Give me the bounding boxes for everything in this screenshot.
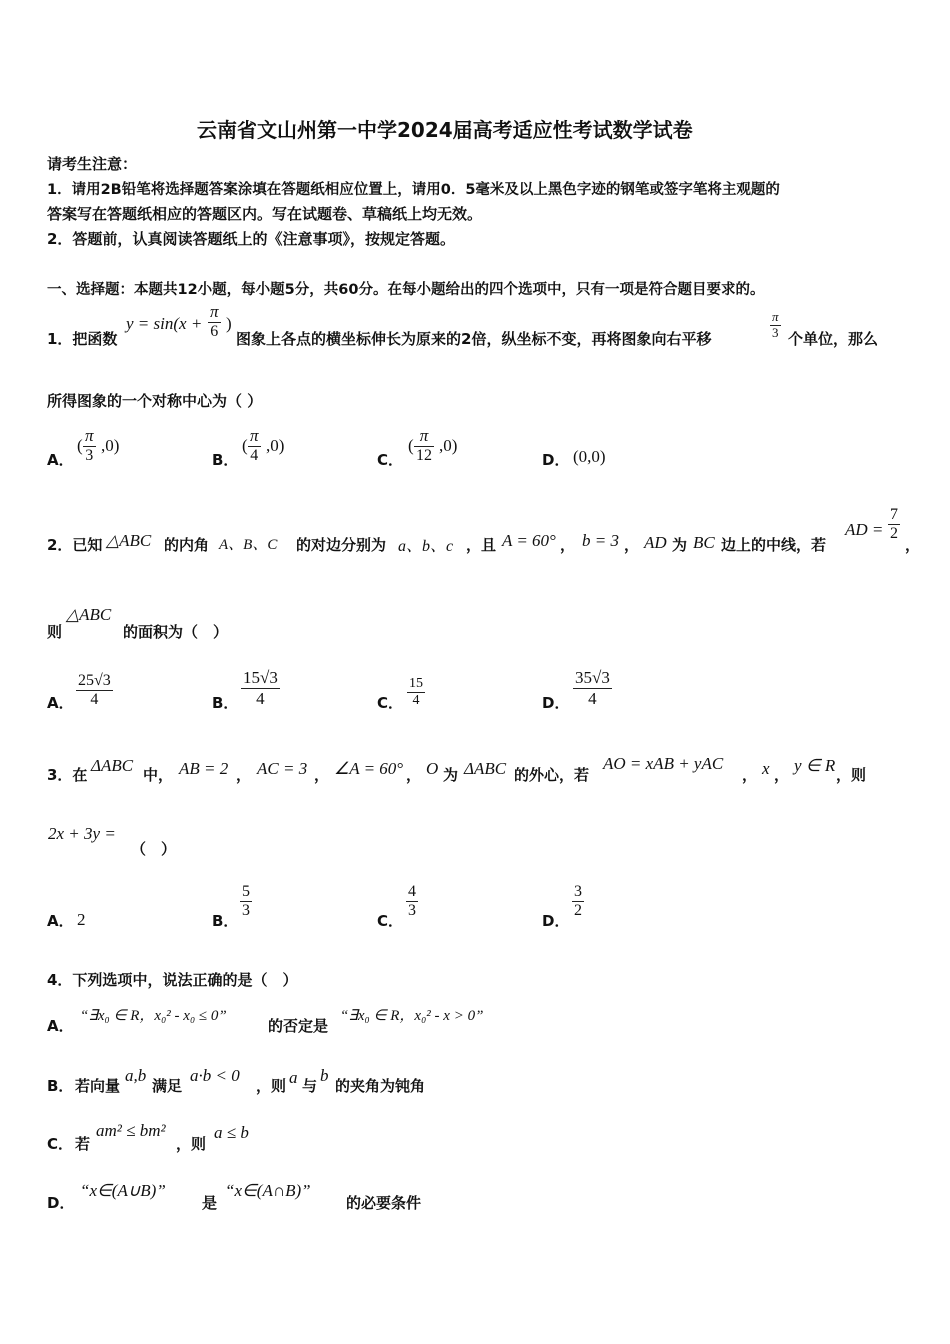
q2-triangle: △ABC bbox=[106, 531, 152, 550]
q3-option-a-value: 2 bbox=[77, 910, 86, 929]
q3-option-d-value: $\frac{3}{2}$ bbox=[574, 883, 582, 920]
q4-option-b-text-4: 与 bbox=[302, 1077, 318, 1095]
q1-option-d-label: D． bbox=[542, 451, 570, 469]
q3-option-a-label: A． bbox=[47, 912, 74, 930]
q4-option-b-vectors: a,b bbox=[125, 1066, 147, 1085]
q4-option-b-text-5: 的夹角为钝角 bbox=[335, 1077, 426, 1095]
q2-line2-a: 则 bbox=[47, 623, 63, 641]
q2-angles: A、B、C bbox=[219, 537, 278, 553]
q2-sides: a、b、c bbox=[398, 538, 454, 555]
q2-text-3: ，且 bbox=[466, 536, 497, 554]
q4-option-c-text-1: 若 bbox=[75, 1135, 91, 1153]
q3-ac: AC = 3 bbox=[257, 759, 308, 778]
q4-option-d-label: D． bbox=[47, 1194, 75, 1212]
q1-option-b: ( bbox=[242, 436, 248, 455]
q1-option-c-fraction: $\frac{\pi}{12}$ bbox=[416, 426, 432, 464]
q1-option-d: (0,0) bbox=[573, 447, 606, 466]
page-title: 云南省文山州第一中学2024届高考适应性考试数学试卷 bbox=[197, 118, 693, 142]
q3-vector-equation: AO = xAB + yAC bbox=[603, 754, 724, 773]
q4-option-b-text-3: ，则 bbox=[256, 1077, 287, 1095]
q4-option-c-conclusion: a ≤ b bbox=[214, 1123, 249, 1142]
q2-option-b-label: B． bbox=[212, 694, 239, 712]
q3-comma-1: ， bbox=[236, 766, 252, 784]
q2-ad: AD bbox=[644, 533, 667, 552]
q2-comma-3: ， bbox=[905, 536, 921, 554]
q3-text-3: 的外心，若 bbox=[514, 766, 590, 784]
q2-angle-a: A = 60° bbox=[502, 531, 556, 550]
q2-option-a-value: $\frac{25√3}{4}$ bbox=[78, 672, 111, 709]
q3-comma-3: ， bbox=[406, 766, 422, 784]
q2-comma-1: ， bbox=[560, 536, 576, 554]
q3-comma-5: ， bbox=[774, 766, 790, 784]
q2-ad-eq: AD = bbox=[845, 520, 884, 539]
q1-close-paren: ) bbox=[226, 314, 232, 333]
q3-ab: AB = 2 bbox=[179, 759, 229, 778]
q4-option-b-label: B． bbox=[47, 1077, 74, 1095]
q2-text-2: 的对边分别为 bbox=[296, 536, 387, 554]
q3-option-b-value: $\frac{5}{3}$ bbox=[242, 883, 250, 920]
q3-triangle-2: ΔABC bbox=[464, 759, 507, 778]
q3-y: y ∈ R bbox=[794, 756, 836, 775]
section-heading: 一、选择题：本题共12小题，每小题5分，共60分。在每小题给出的四个选项中，只有一项是符合题目要求的。 bbox=[47, 282, 765, 298]
q3-line2-paren: （ ） bbox=[131, 840, 177, 858]
q4-option-b-text-2: 满足 bbox=[152, 1077, 183, 1095]
q2-option-a-label: A． bbox=[47, 694, 74, 712]
q4-option-d-text-2: 的必要条件 bbox=[346, 1194, 422, 1212]
q2-bc: BC bbox=[693, 533, 715, 552]
q2-comma-2: ， bbox=[624, 536, 640, 554]
q2-option-c-value: $\frac{15}{4}$ bbox=[409, 676, 423, 709]
q2-text-1: 的内角 bbox=[164, 536, 210, 554]
q1-fraction-pi-3: $\frac{\pi}{3}$ bbox=[772, 309, 779, 340]
q2-option-d-value: $\frac{35√3}{4}$ bbox=[575, 668, 610, 708]
q4-option-c-label: C． bbox=[47, 1135, 74, 1153]
q3-option-b-label: B． bbox=[212, 912, 239, 930]
notice-line-1: 1．请用2B铅笔将选择题答案涂填在答题纸相应位置上，请用0．5毫米及以上黑色字迹的钢笔或签字笔将主观题的 bbox=[47, 182, 780, 198]
q4-option-d-intersection: “x∈(A∩B)” bbox=[225, 1181, 311, 1200]
q1-option-c: ( bbox=[408, 436, 414, 455]
q3-o: O bbox=[426, 759, 439, 778]
q4-stem: 4．下列选项中，说法正确的是（ ） bbox=[47, 971, 298, 989]
q2-line2-c: 的面积为（ ） bbox=[123, 623, 229, 641]
q1-line-2: 所得图象的一个对称中心为（ ） bbox=[47, 392, 263, 410]
q1-option-b-fraction: $\frac{\pi}{4}$ bbox=[250, 426, 259, 464]
q4-option-d-union: “x∈(A∪B)” bbox=[80, 1181, 166, 1200]
q4-option-c-text-2: ，则 bbox=[176, 1135, 207, 1153]
q2-text-4: 为 bbox=[672, 536, 688, 554]
q3-line2-expr: 2x + 3y = bbox=[48, 824, 116, 843]
q3-text-1: 中， bbox=[143, 766, 174, 784]
q1-fraction-pi-6: $\frac{\pi}{6}$ bbox=[210, 302, 219, 340]
q1-option-c-tail: ,0) bbox=[439, 436, 458, 455]
q4-option-b-dot: a·b < 0 bbox=[190, 1066, 240, 1085]
q2-fraction-7-2: $\frac{7}{2}$ bbox=[890, 506, 898, 543]
q2-option-b-value: $\frac{15√3}{4}$ bbox=[243, 668, 278, 708]
q3-option-c-value: $\frac{4}{3}$ bbox=[408, 883, 416, 920]
q3-option-c-label: C． bbox=[377, 912, 404, 930]
q1-option-a-fraction: $\frac{\pi}{3}$ bbox=[85, 426, 94, 464]
notice-line-2: 答案写在答题纸相应的答题区内。写在试题卷、草稿纸上均无效。 bbox=[47, 205, 483, 223]
q1-option-a-tail: ,0) bbox=[101, 436, 120, 455]
q3-x: x bbox=[762, 759, 770, 778]
q2-prefix: 2．已知 bbox=[47, 536, 103, 554]
q3-prefix: 3．在 bbox=[47, 766, 88, 784]
q1-option-b-tail: ,0) bbox=[266, 436, 285, 455]
q2-option-c-label: C． bbox=[377, 694, 404, 712]
q4-option-b-a: a bbox=[289, 1068, 298, 1087]
q4-option-a-label: A． bbox=[47, 1017, 74, 1035]
q3-text-4: ，则 bbox=[836, 766, 867, 784]
q4-option-a-mid: 的否定是 bbox=[268, 1017, 329, 1035]
notice-heading: 请考生注意： bbox=[47, 155, 138, 173]
q1-option-b-label: B． bbox=[212, 451, 239, 469]
q3-triangle: ΔABC bbox=[91, 756, 134, 775]
q4-option-b-text-1: 若向量 bbox=[75, 1077, 121, 1095]
q3-comma-4: ， bbox=[742, 766, 758, 784]
q3-option-d-label: D． bbox=[542, 912, 570, 930]
q1-option-c-label: C． bbox=[377, 451, 404, 469]
q4-option-b-b: b bbox=[320, 1066, 329, 1085]
q2-option-d-label: D． bbox=[542, 694, 570, 712]
q3-comma-2: ， bbox=[314, 766, 330, 784]
q4-option-c-ineq: am² ≤ bm² bbox=[96, 1121, 166, 1140]
q1-function: y = sin(x + bbox=[126, 314, 203, 333]
q2-text-5: 边上的中线，若 bbox=[721, 536, 827, 554]
q1-option-a: ( bbox=[77, 436, 83, 455]
q1-end-text: 个单位，那么 bbox=[788, 330, 879, 348]
q3-angle: ∠A = 60° bbox=[334, 759, 404, 778]
q2-b-value: b = 3 bbox=[582, 531, 619, 550]
q2-line2-triangle: △ABC bbox=[66, 605, 112, 624]
q4-option-a-statement: “∃x₀ ∈ R，x₀² - x₀ ≤ 0” bbox=[80, 1008, 227, 1024]
q4-option-a-negation: “∃x₀ ∈ R，x₀² - x > 0” bbox=[340, 1008, 484, 1024]
q3-text-2: 为 bbox=[443, 766, 459, 784]
notice-line-3: 2．答题前，认真阅读答题纸上的《注意事项》，按规定答题。 bbox=[47, 230, 455, 248]
q4-option-d-text-1: 是 bbox=[202, 1194, 218, 1212]
q1-mid-text: 图象上各点的横坐标伸长为原来的2倍，纵坐标不变，再将图象向右平移 bbox=[236, 330, 712, 348]
q1-option-a-label: A． bbox=[47, 451, 74, 469]
q1-prefix: 1．把函数 bbox=[47, 330, 118, 348]
